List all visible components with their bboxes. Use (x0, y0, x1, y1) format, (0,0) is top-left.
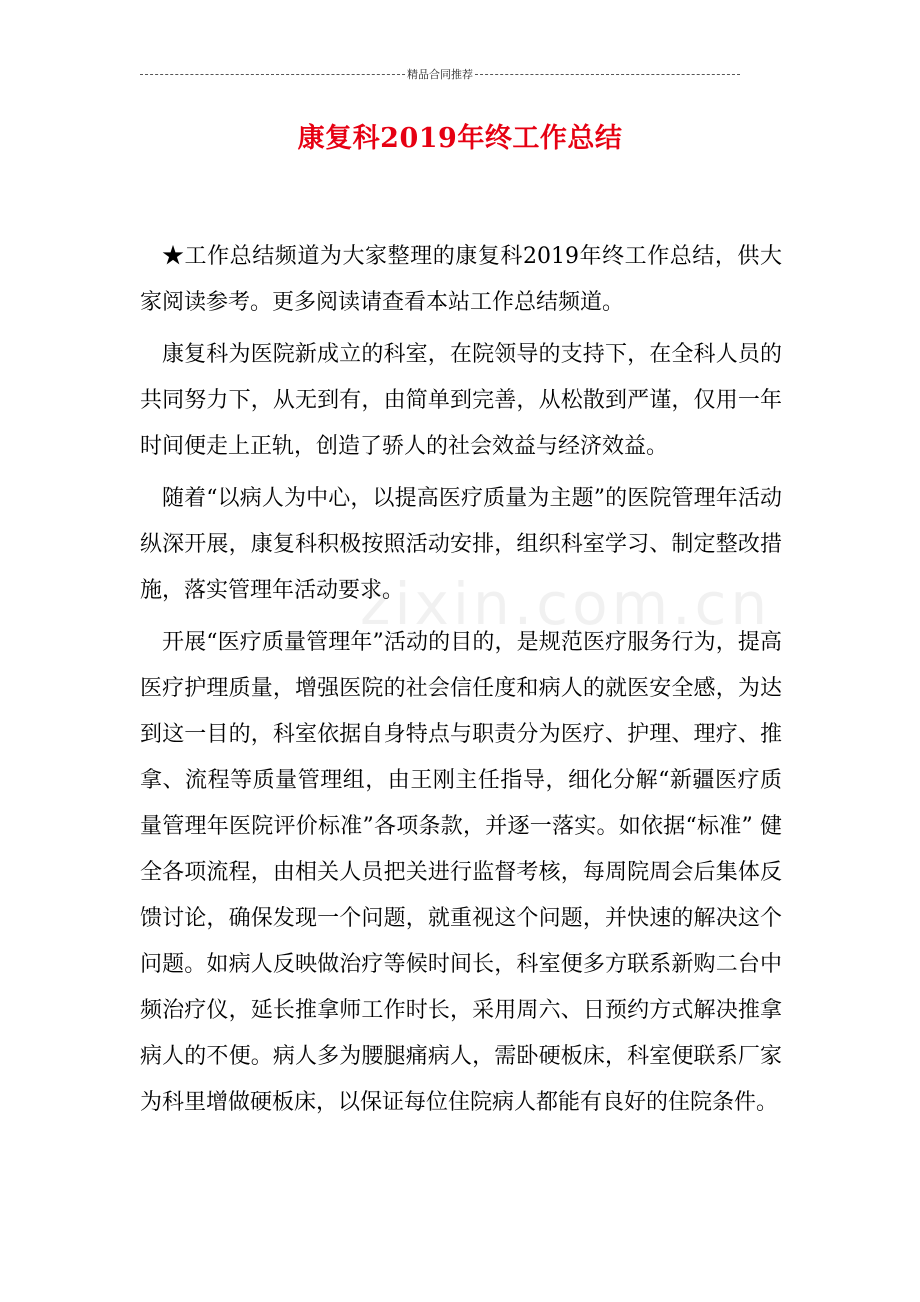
page-header (140, 66, 740, 82)
document-title: 康复科2019年终工作总结 (297, 123, 623, 154)
header-label: 精品合同推荐 (407, 68, 473, 81)
paragraph-overview: 康复科为医院新成立的科室，在院领导的支持下，在全科人员的共同努力下，从无到有，由简单到完善，从松散到严谨，仅用一年时间便走上正轨，创造了骄人的社会效益与经济效益。 (140, 342, 782, 459)
watermark: zixin.com.cn (360, 570, 772, 638)
header-dashes-left (140, 74, 405, 75)
document-body (140, 234, 782, 1132)
paragraph-quality-activity: 开展“医疗质量管理年”活动的目的，是规范医疗服务行为，提高医疗护理质量，增强医院的社会信任度和病人的就医安全感，为达到这一目的，科室依据自身特点与职责分为医疗、护理、理疗、推拿、流程等质量管理组，由王刚主任指导，细化分解“新疆医疗质量管理年医院评价标准”各项条款，并逐一落实。如依据“标准” 健全各项流程，由相关人员把关进行监督考核，每周院周会后集体反馈讨论，确保发现一个问题，就重视这个问题，并快速的解决这个问题。如病人反映做治疗等候时间长，科室便多方联系新购二台中频治疗仪，延长推拿师工作时长，采用周六、日预约方式解决推拿病人的不便。病人多为腰腿痛病人，需卧硬板床，科室便联系厂家为科里增做硬板床，以保证每位住院病人都能有良好的住院条件。 (140, 630, 782, 1115)
paragraph-intro: ★工作总结频道为大家整理的康复科2019年终工作总结，供大家阅读参考。更多阅读请查看本站工作总结频道。 (140, 244, 782, 315)
header-dashes-right (475, 74, 740, 75)
paragraph-management-year: 随着“以病人为中心，以提高医疗质量为主题”的医院管理年活动纵深开展，康复科积极按照活动安排，组织科室学习、制定整改措施，落实管理年活动要求。 (140, 486, 782, 603)
